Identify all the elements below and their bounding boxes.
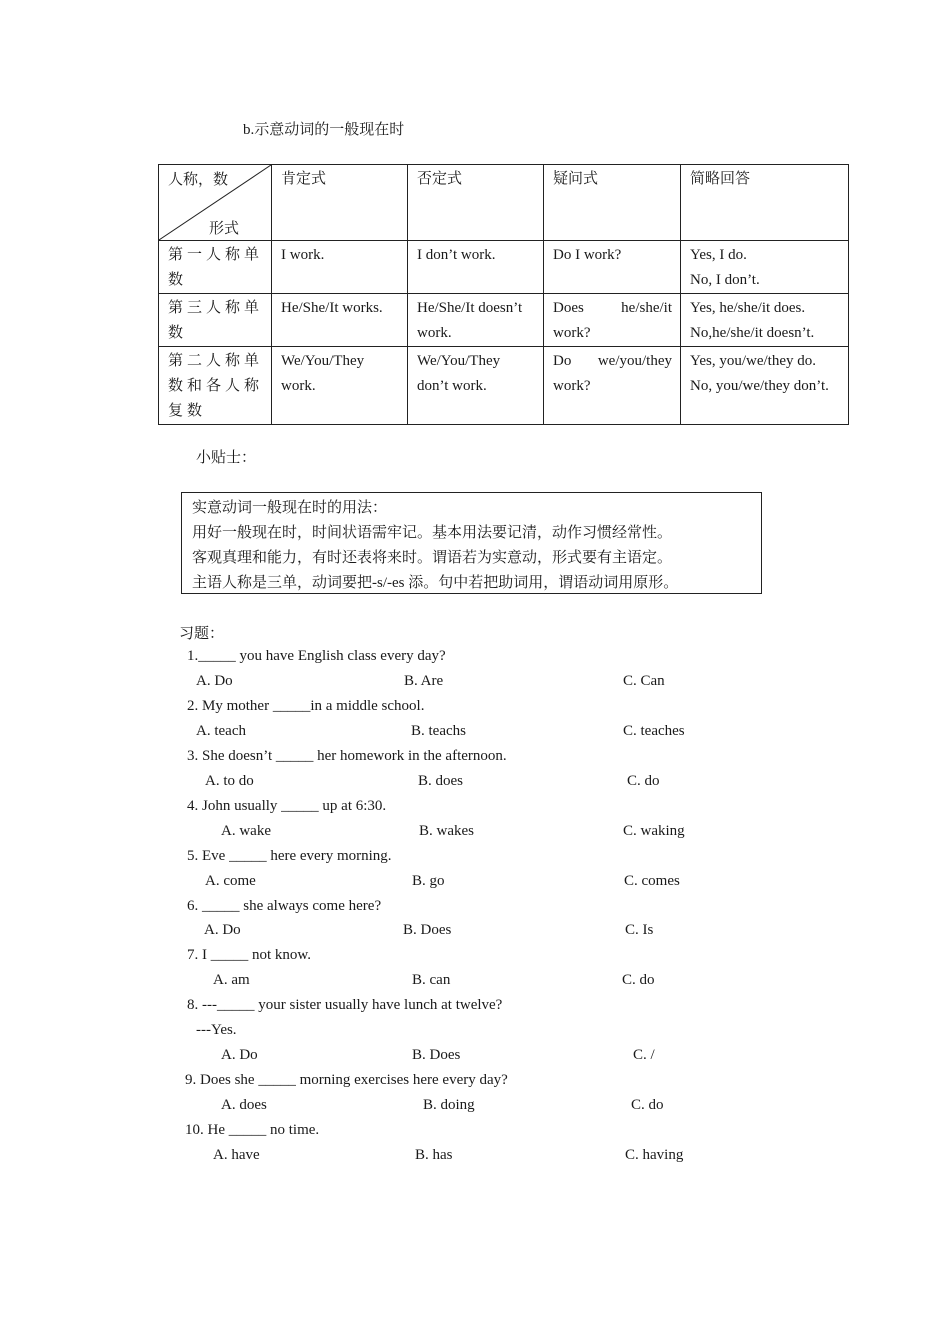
cell-negative: I don’t work.	[408, 241, 544, 294]
option-b: B. wakes	[419, 823, 474, 839]
option-a: A. does	[221, 1097, 267, 1113]
cell-question: Do I work?	[544, 241, 681, 294]
cell-short-answer	[681, 241, 849, 294]
question-text: 4. John usually _____ up at 6:30.	[187, 798, 387, 814]
option-c: C. do	[627, 773, 660, 789]
option-b: B. go	[412, 873, 445, 889]
option-a: A. have	[213, 1147, 260, 1163]
table-row	[159, 241, 849, 294]
exercise-label: 习题：	[179, 626, 225, 642]
tips-heading: 实意动词一般现在时的用法：	[192, 500, 388, 516]
cell-short-answer	[681, 294, 849, 347]
cell-negative: He/She/It doesn’t work.	[408, 294, 544, 347]
option-c: C. teaches	[623, 723, 685, 739]
tips-line: 客观真理和能力，有时还表将来时。谓语若为实意动，形式要有主语定。	[192, 550, 673, 566]
option-c: C. Can	[623, 673, 665, 689]
row-label: 第三人称单数	[159, 294, 272, 347]
question-text: 7. I _____ not know.	[187, 947, 312, 963]
question-text: 1._____ you have English class every day?	[187, 648, 446, 664]
option-c: C. /	[633, 1047, 655, 1063]
question-response: ---Yes.	[196, 1022, 237, 1038]
grammar-table	[158, 164, 849, 425]
option-b: B. teachs	[411, 723, 466, 739]
table-header-row	[159, 165, 849, 241]
option-b: B. Does	[412, 1047, 461, 1063]
header-negative: 否定式	[408, 165, 544, 241]
tips-box	[181, 492, 762, 594]
table-row	[159, 347, 849, 425]
answer-no: No,he/she/it doesn’t.	[690, 325, 815, 341]
option-c: C. Is	[625, 922, 654, 938]
tips-line: 主语人称是三单，动词要把-s/-es 添。句中若把助词用，谓语动词用原形。	[192, 575, 679, 591]
cell-affirmative: I work.	[272, 241, 408, 294]
cell-affirmative: We/You/They work.	[272, 347, 408, 425]
cell-question: Do we/you/they work?	[544, 347, 681, 425]
option-b: B. Does	[403, 922, 452, 938]
option-c: C. do	[631, 1097, 664, 1113]
option-b: B. does	[418, 773, 463, 789]
question-text: 3. She doesn’t _____ her homework in the afternoon.	[187, 748, 507, 764]
corner-top-label: 人称，数	[168, 172, 229, 188]
question-text: 6. _____ she always come here?	[187, 898, 382, 914]
question-text: 8. ---_____ your sister usually have lunch at twelve?	[187, 997, 503, 1013]
option-b: B. can	[412, 972, 451, 988]
cell-short-answer	[681, 347, 849, 425]
answer-yes: Yes, he/she/it does.	[690, 300, 806, 316]
table-row	[159, 294, 849, 347]
question-text: 2. My mother _____in a middle school.	[187, 698, 425, 714]
answer-yes: Yes, you/we/they do.	[690, 353, 816, 369]
section-title: b.示意动词的一般现在时	[243, 122, 405, 138]
cell-negative: We/You/They don’t work.	[408, 347, 544, 425]
option-a: A. Do	[221, 1047, 258, 1063]
answer-no: No, you/we/they don’t.	[690, 378, 829, 394]
cell-affirmative: He/She/It works.	[272, 294, 408, 347]
option-a: A. teach	[196, 723, 246, 739]
answer-yes: Yes, I do.	[690, 247, 747, 263]
question-text: 10. He _____ no time.	[185, 1122, 320, 1138]
option-c: C. comes	[624, 873, 680, 889]
tips-label: 小贴士：	[196, 450, 257, 466]
option-a: A. Do	[196, 673, 233, 689]
option-a: A. to do	[205, 773, 254, 789]
option-b: B. doing	[423, 1097, 475, 1113]
row-label: 第二人称单数和各人称复数	[159, 347, 272, 425]
option-b: B. has	[415, 1147, 453, 1163]
corner-header-cell	[159, 165, 272, 241]
tips-line: 用好一般现在时，时间状语需牢记。基本用法要记清，动作习惯经常性。	[192, 525, 673, 541]
question-text: 5. Eve _____ here every morning.	[187, 848, 392, 864]
option-c: C. waking	[623, 823, 685, 839]
option-a: A. wake	[221, 823, 271, 839]
header-question: 疑问式	[544, 165, 681, 241]
option-c: C. having	[625, 1147, 684, 1163]
header-affirmative: 肯定式	[272, 165, 408, 241]
option-a: A. come	[205, 873, 256, 889]
option-a: A. am	[213, 972, 250, 988]
row-label: 第一人称单数	[159, 241, 272, 294]
answer-no: No, I don’t.	[690, 272, 760, 288]
option-a: A. Do	[204, 922, 241, 938]
corner-bottom-label: 形式	[209, 221, 240, 237]
cell-question: Does he/she/it work?	[544, 294, 681, 347]
header-short-answer: 简略回答	[681, 165, 849, 241]
question-text: 9. Does she _____ morning exercises here every day?	[185, 1072, 508, 1088]
option-b: B. Are	[404, 673, 444, 689]
option-c: C. do	[622, 972, 655, 988]
